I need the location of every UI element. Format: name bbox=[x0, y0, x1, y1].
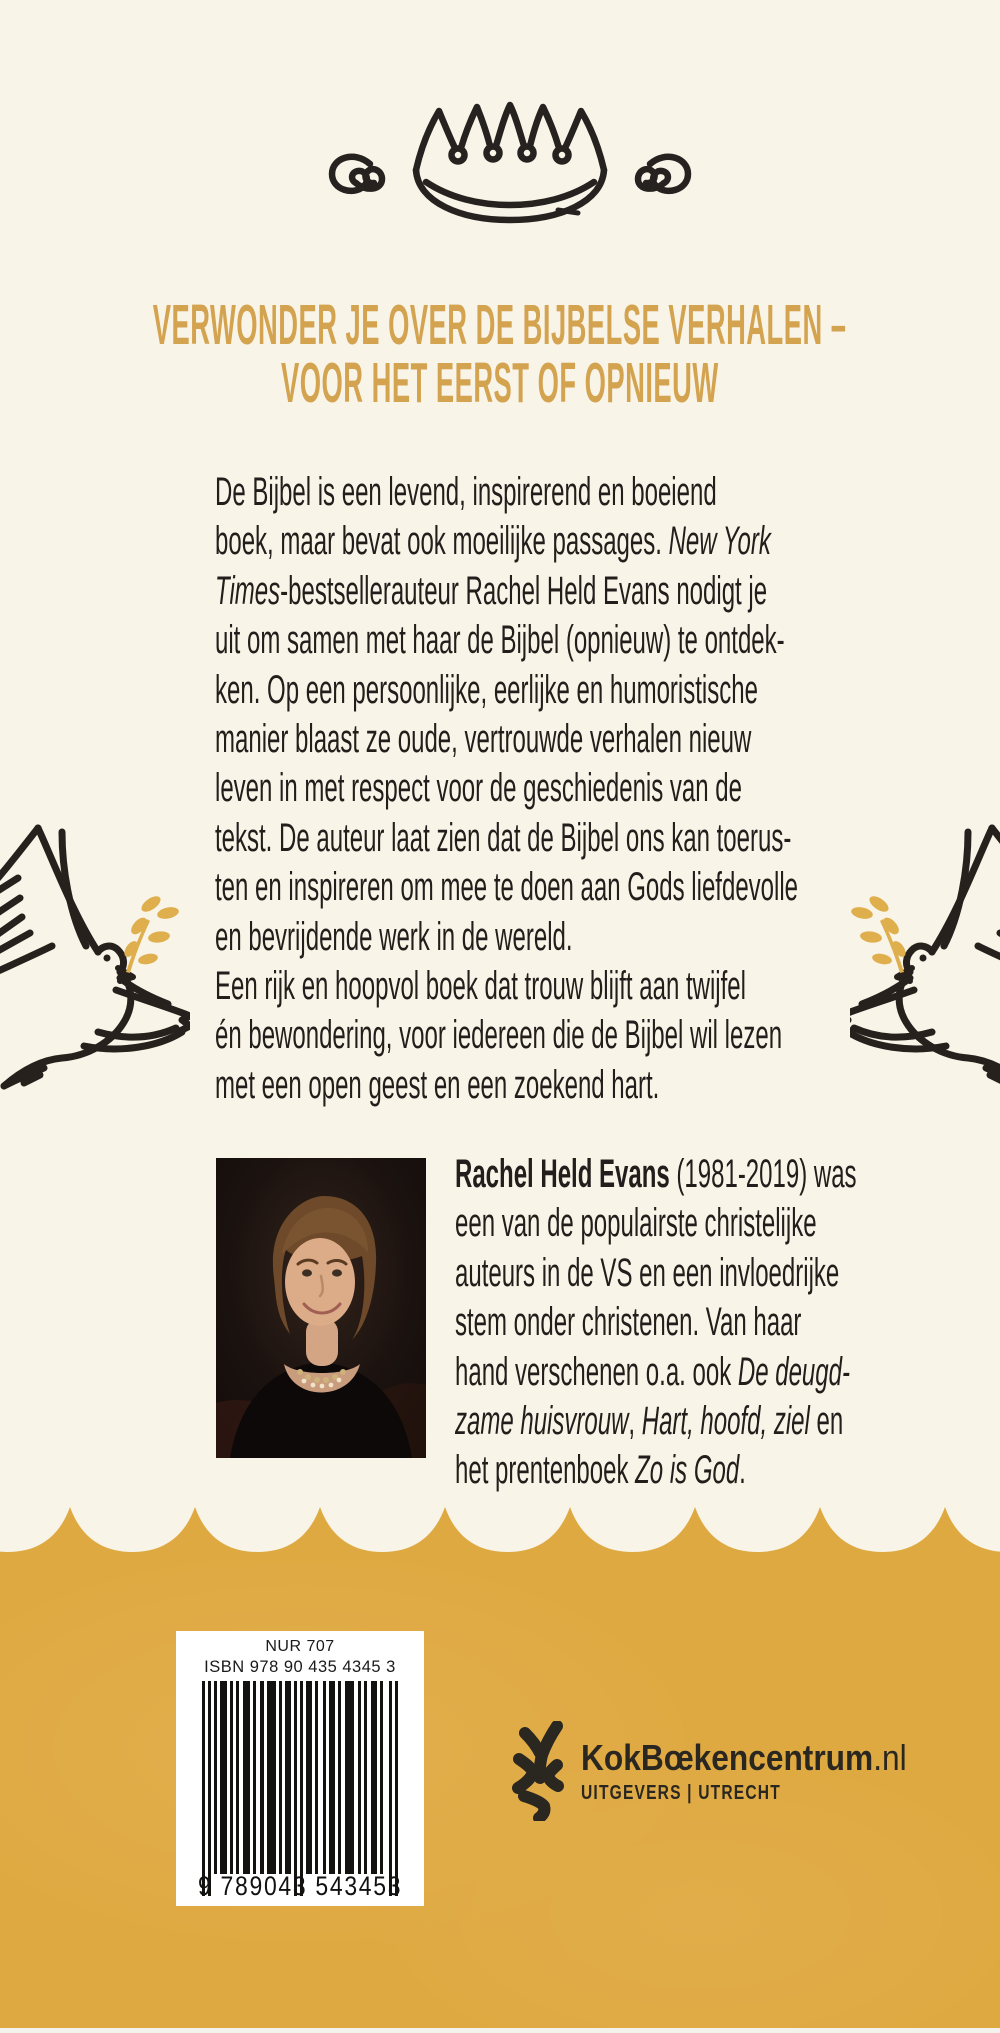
back-cover-blurb bbox=[215, 468, 895, 1110]
tagline-heading-line1: VERWONDER JE OVER DE BIJBELSE VERHALEN – bbox=[153, 293, 847, 357]
barcode-digits: 9 789043 543453 bbox=[197, 1871, 403, 1901]
olive-branch-icon bbox=[850, 893, 908, 973]
bio-line: hand verschenen o.a. ook De deugd- bbox=[455, 1349, 850, 1394]
blurb-line: leven in met respect voor de geschiedenis van de bbox=[215, 766, 742, 811]
publisher-logo bbox=[511, 1718, 931, 1828]
dove-left-illustration bbox=[0, 820, 190, 1090]
bio-line: zame huisvrouw, Hart, hoofd, ziel en bbox=[455, 1398, 844, 1443]
dove-icon bbox=[0, 828, 190, 1086]
author-bio bbox=[455, 1150, 995, 1496]
bio-line: een van de populairste christelijke bbox=[455, 1201, 817, 1246]
flourish-right-icon bbox=[638, 157, 688, 191]
bottom-edge-strip bbox=[0, 2028, 1000, 2033]
dove-eye bbox=[104, 955, 111, 962]
publisher-tagline: UITGEVERS | UTRECHT bbox=[581, 1782, 781, 1804]
dove-eye bbox=[920, 955, 927, 962]
barcode-panel bbox=[176, 1631, 424, 1906]
blurb-line: én bewondering, voor iedereen die de Bijbel wil lezen bbox=[215, 1013, 783, 1058]
publisher-wordmark: KokBœkencentrum.nl bbox=[581, 1737, 907, 1778]
blurb-line: ten en inspireren om mee te doen aan Gods liefdevolle bbox=[215, 865, 799, 910]
blurb-line: Times-bestsellerauteur Rachel Held Evans nodigt je bbox=[215, 568, 768, 613]
wave-edge bbox=[0, 1505, 1000, 1560]
bio-line: stem onder christenen. Van haar bbox=[455, 1300, 802, 1345]
publisher-logo-mark-icon bbox=[511, 1721, 565, 1821]
blurb-line: met een open geest en een zoekend hart. bbox=[215, 1062, 660, 1107]
blurb-line: uit om samen met haar de Bijbel (opnieuw) te ontdek- bbox=[215, 618, 785, 663]
bio-line: Rachel Held Evans (1981-2019) was bbox=[455, 1152, 857, 1196]
blurb-line: De Bijbel is een levend, inspirerend en boeiend bbox=[215, 470, 717, 514]
bio-line: het prentenboek Zo is God. bbox=[455, 1448, 746, 1493]
crown-decor-row bbox=[320, 98, 700, 230]
flourish-left-icon bbox=[332, 157, 382, 191]
blurb-line: Een rijk en hoopvol boek dat trouw blijft aan twijfel bbox=[215, 963, 746, 1008]
bio-line: auteurs in de VS en een invloedrijke bbox=[455, 1250, 840, 1295]
blurb-line: manier blaast ze oude, vertrouwde verhalen nieuw bbox=[215, 716, 752, 761]
tagline-heading-line2: VOOR HET EERST OF OPNIEUW bbox=[281, 351, 719, 415]
dove-right-illustration bbox=[850, 820, 1000, 1090]
crown-icon bbox=[320, 98, 700, 230]
barcode bbox=[202, 1681, 398, 1896]
tagline-heading bbox=[0, 293, 1000, 415]
blurb-line: boek, maar bevat ook moeilijke passages. New York bbox=[215, 519, 771, 564]
blurb-line: en bevrijdende werk in de wereld. bbox=[215, 914, 573, 959]
isbn-number: ISBN 978 90 435 4345 3 bbox=[204, 1658, 396, 1676]
nur-code: NUR 707 bbox=[265, 1638, 335, 1655]
author-photo bbox=[216, 1158, 426, 1458]
blurb-line: tekst. De auteur laat zien dat de Bijbel ons kan toerus- bbox=[215, 815, 792, 860]
olive-branch-icon bbox=[122, 893, 180, 973]
blurb-line: ken. Op een persoonlijke, eerlijke en humoristische bbox=[215, 667, 758, 712]
